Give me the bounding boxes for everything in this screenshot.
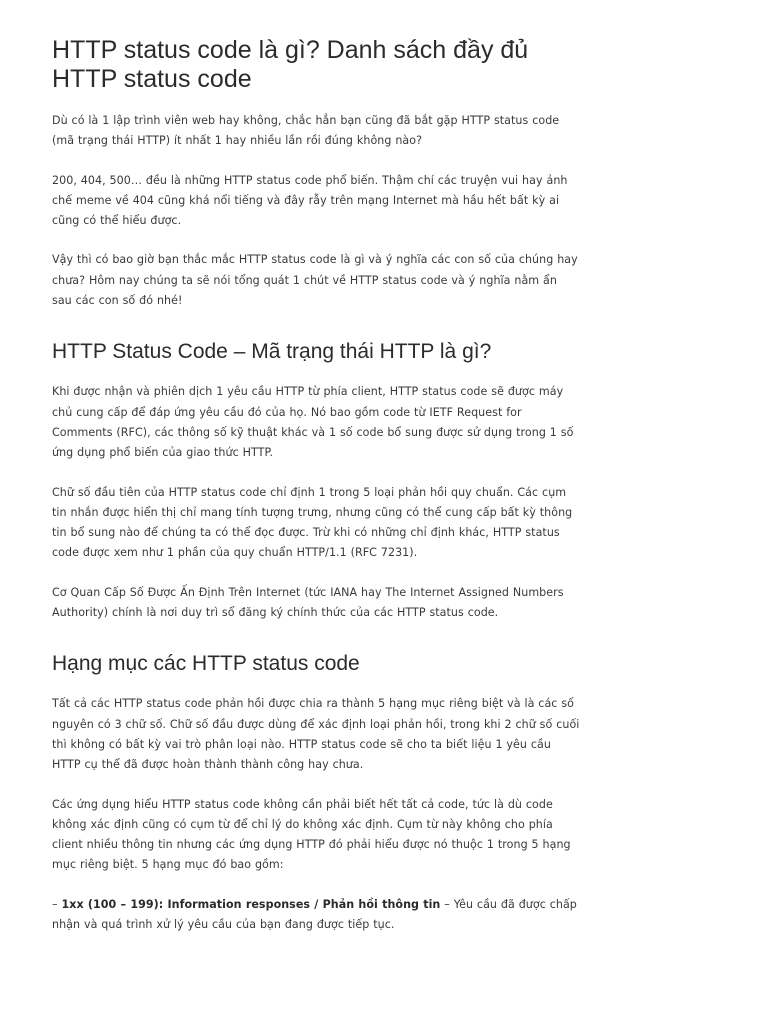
- intro-paragraph-2: 200, 404, 500… đều là những HTTP status code phổ biến. Thậm chí các truyện vui hay ảnh chế meme về 404 cũng khá nổi tiếng và đây rẫy trên mạng Internet mà hầu hết bất kỳ ai cũng có thể hiểu được.: [52, 173, 568, 228]
- article-title: HTTP status code là gì? Danh sách đầy đủ HTTP status code: [52, 36, 529, 93]
- section2-paragraph-2: Các ứng dụng hiểu HTTP status code không cần phải biết hết tất cả code, tức là dù code không xác định cũng có cụm từ để chỉ lý do không xác định. Cụm từ này không cho phía client nhiều thông tin nhưng các ứng dụng HTTP đó phải hiểu được nó thuộc 1 trong 5 hạng mục riêng biệt. 5 hạng mục đó bao gồm:: [52, 797, 571, 872]
- category-item-title: 1xx (100 – 199): Information responses / Phản hồi thông tin: [61, 897, 441, 911]
- section2-paragraph-1: Tất cả các HTTP status code phản hồi được chia ra thành 5 hạng mục riêng biệt và là các số nguyên có 3 chữ số. Chữ số đầu được dùng để xác định loại phản hồi, trong khi 2 chữ số cuối thì không có bất kỳ vai trò phân loại nào. HTTP status code sẽ cho ta biết liệu 1 yêu cầu HTTP cụ thể đã được hoàn thành thành công hay chưa.: [52, 697, 580, 772]
- article: [52, 36, 580, 954]
- intro-paragraph-3: Vậy thì có bao giờ bạn thắc mắc HTTP status code là gì và ý nghĩa các con số của chúng hay chưa? Hôm nay chúng ta sẽ nói tổng quát 1 chút về HTTP status code và ý nghĩa nằm ẩn sau các con số đó nhé!: [52, 253, 578, 308]
- section1-paragraph-2: Chữ số đầu tiên của HTTP status code chỉ định 1 trong 5 loại phản hồi quy chuẩn. Các cụm tin nhắn được hiển thị chỉ mang tính tượng trưng, nhưng cũng có thể cung cấp bất kỳ thông tin bổ sung nào để chúng ta có thể đọc được. Trừ khi có những chỉ định khác, HTTP status code được xem như 1 phần của quy chuẩn HTTP/1.1 (RFC 7231).: [52, 485, 573, 560]
- section-heading-what-is: HTTP Status Code – Mã trạng thái HTTP là gì?: [52, 340, 492, 364]
- intro-paragraph-1: Dù có là 1 lập trình viên web hay không, chắc hẳn bạn cũng đã bắt gặp HTTP status code (mã trạng thái HTTP) ít nhất 1 hay nhiều lần rồi đúng không nào?: [52, 114, 560, 148]
- section1-paragraph-1: Khi được nhận và phiên dịch 1 yêu cầu HTTP từ phía client, HTTP status code sẽ được máy chủ cung cấp để đáp ứng yêu cầu đó của họ. Nó bao gồm code từ IETF Request for Comments (RFC), các thông số kỹ thuật khác và 1 số code bổ sung được sử dụng trong 1 số ứng dụng phổ biến của giao thức HTTP.: [52, 385, 574, 460]
- category-item-description: – Yêu cầu đã được chấp nhận và quá trình xử lý yêu cầu của bạn đang được tiếp tục.: [52, 897, 577, 932]
- section1-paragraph-3: Cơ Quan Cấp Số Được Ấn Định Trên Internet (tức IANA hay The Internet Assigned Numbers Authority) chính là nơi duy trì sổ đăng ký chính thức của các HTTP status code.: [52, 585, 564, 620]
- section-heading-categories: Hạng mục các HTTP status code: [52, 652, 360, 676]
- category-item-prefix: –: [52, 897, 62, 911]
- category-item-1xx: [52, 895, 580, 936]
